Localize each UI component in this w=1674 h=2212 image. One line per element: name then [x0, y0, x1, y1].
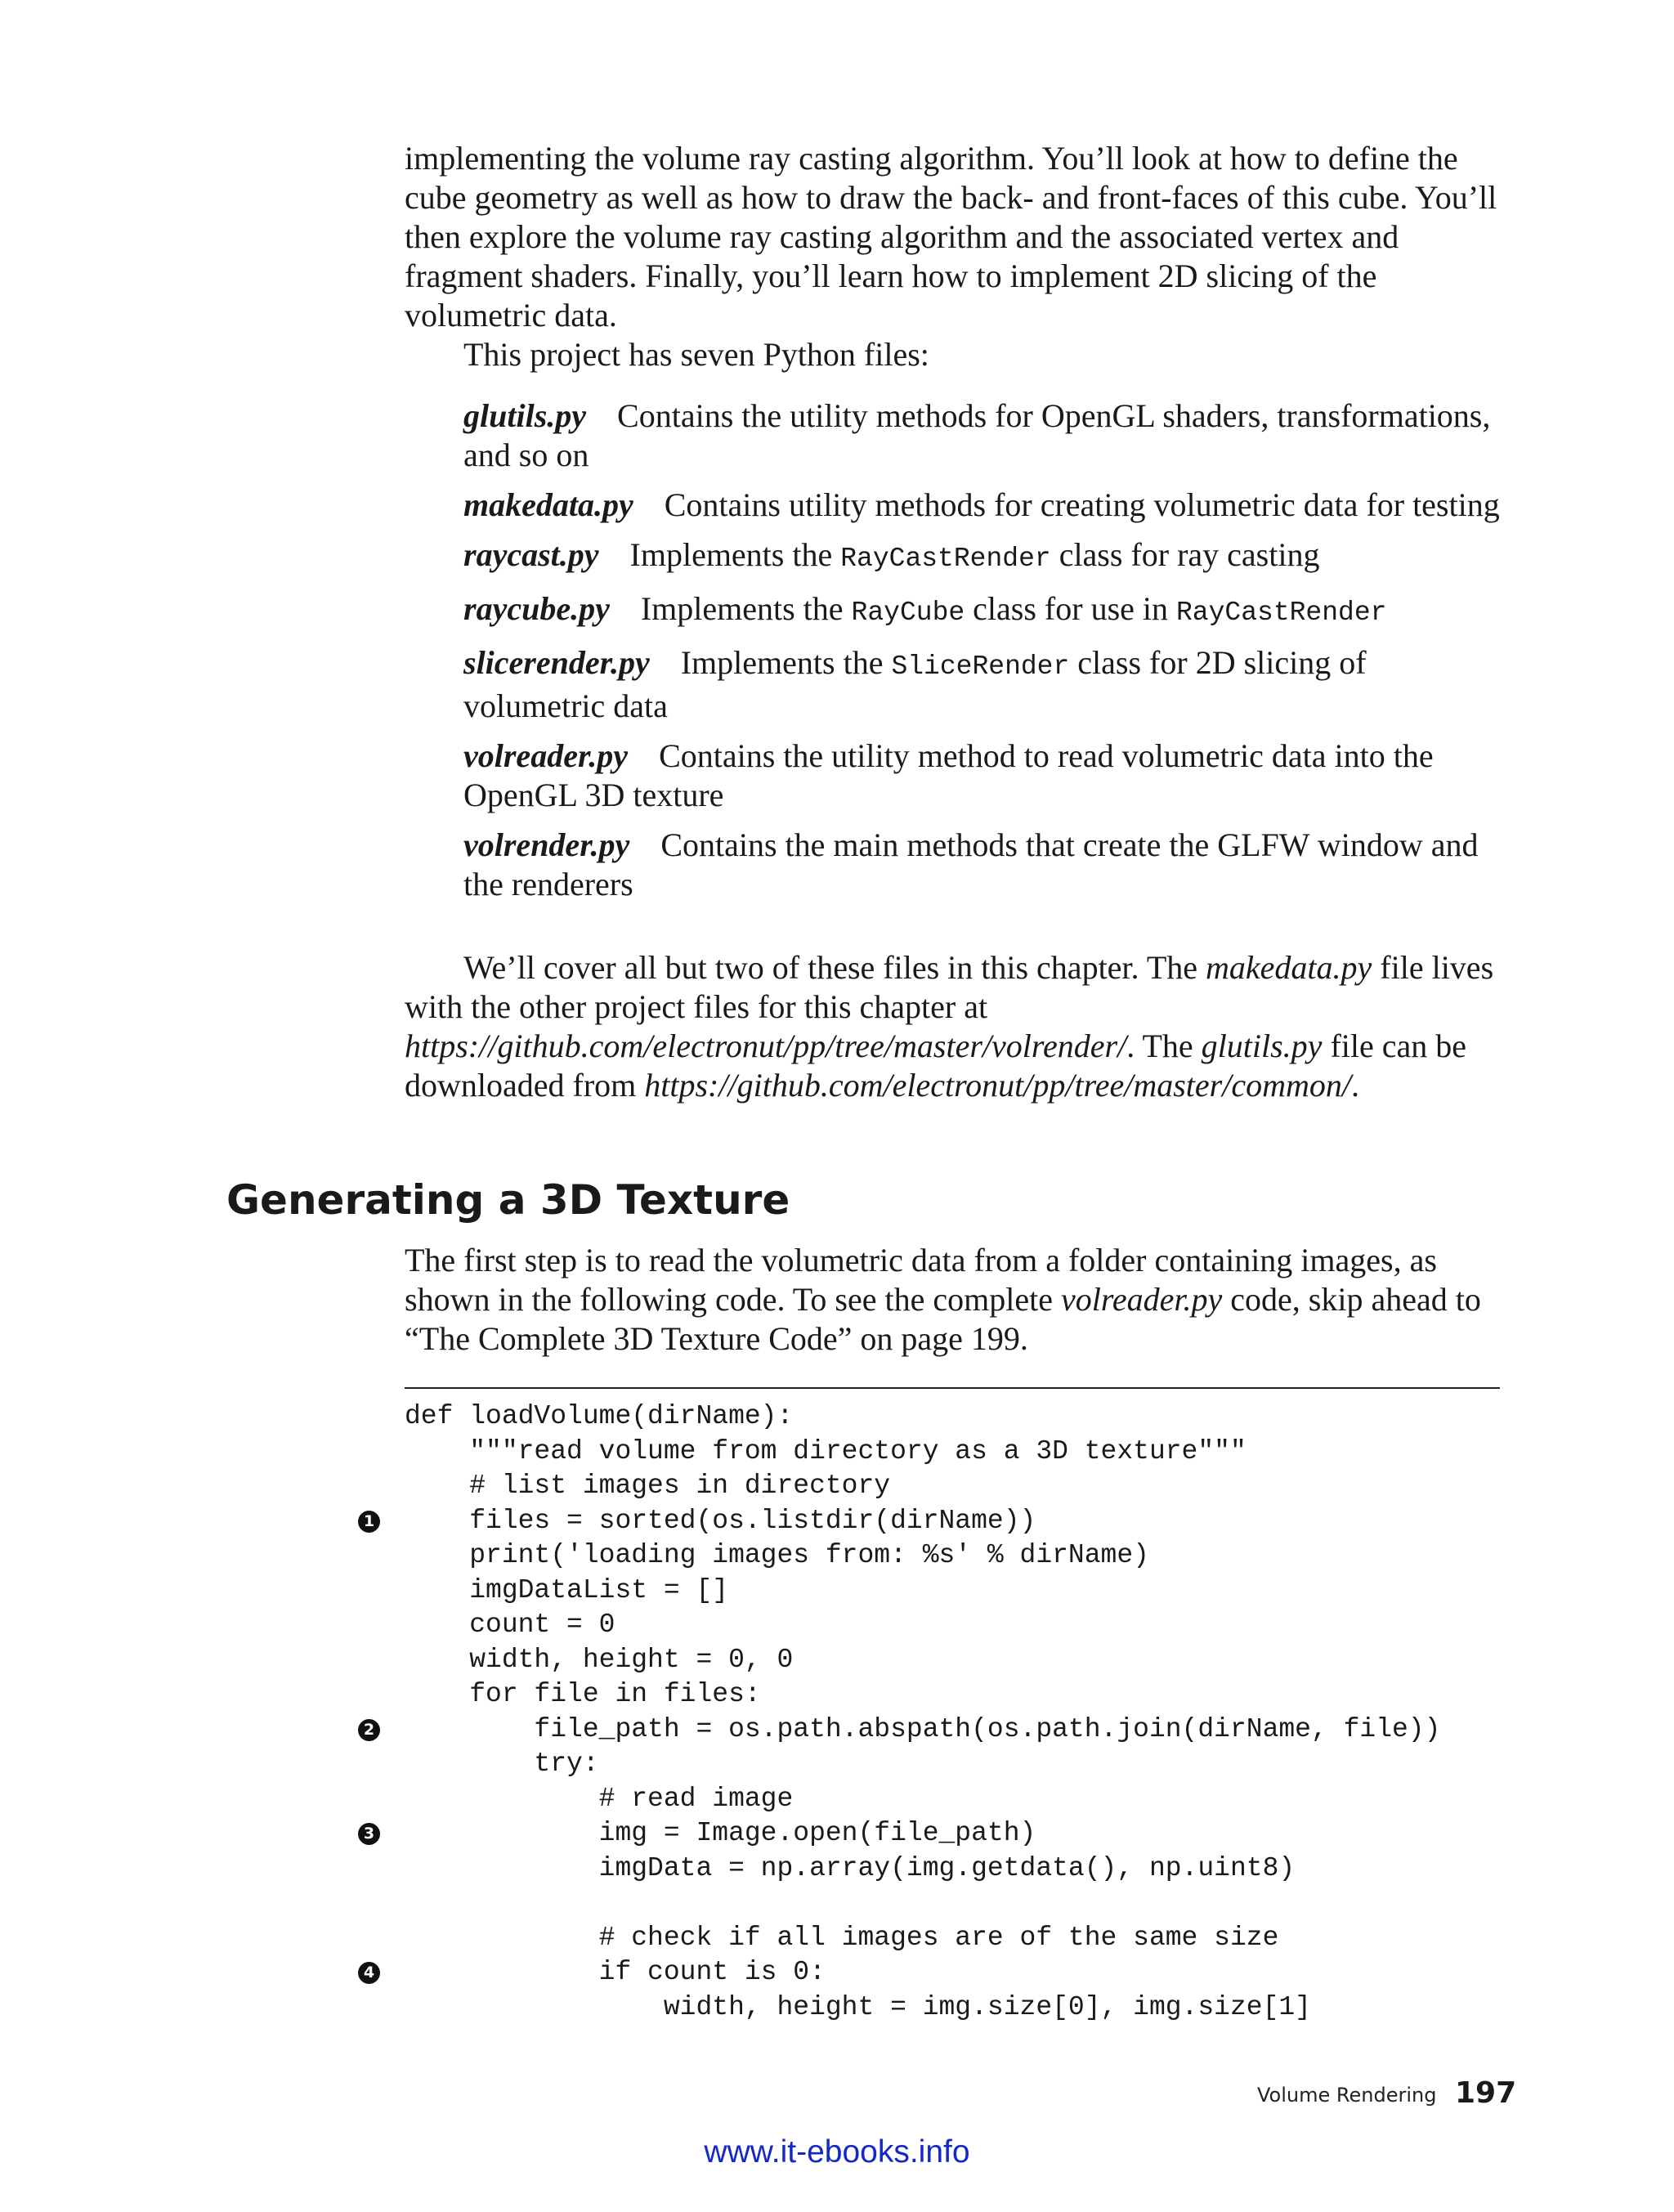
callout-marker: 2	[358, 1719, 380, 1741]
file-description: Implements the	[680, 644, 892, 681]
text-run: We’ll cover all but two of these files in this chapter. The	[463, 949, 1206, 986]
text-run: code, skip ahead to “The Complete 3D Texture Code” on page 199.	[405, 1281, 1481, 1357]
coverage-section	[405, 948, 1500, 1105]
code-line	[405, 1747, 1549, 1782]
code-text: file_path = os.path.abspath(os.path.join(dirName, file))	[405, 1713, 1441, 1744]
file-name: glutils.py	[463, 397, 587, 434]
code-line	[405, 1852, 1549, 1887]
class-name-code: SliceRender	[891, 652, 1070, 682]
code-text: imgDataList = []	[405, 1574, 729, 1605]
file-description-cont: class for use in	[965, 590, 1176, 627]
common-link[interactable]: https://github.com/electronut/pp/tree/master/common/	[644, 1067, 1351, 1104]
page-number: 197	[1455, 2076, 1517, 2110]
code-text: files = sorted(os.listdir(dirName))	[405, 1505, 1036, 1536]
text-run: file can be downloaded from	[405, 1028, 1466, 1104]
file-item	[463, 643, 1510, 726]
file-item	[463, 535, 1510, 579]
file-item	[463, 486, 1510, 525]
coverage-paragraph	[405, 948, 1500, 1105]
code-line	[405, 1643, 1549, 1678]
intro-section	[405, 139, 1500, 374]
footer-chapter: Volume Rendering	[1257, 2084, 1437, 2107]
text-run: . The	[1126, 1028, 1202, 1064]
file-item	[463, 737, 1510, 815]
code-divider	[405, 1387, 1500, 1389]
text-run: The first step is to read the volumetric data from a folder containing images, as shown in the following code. To see the complete	[405, 1242, 1437, 1318]
code-text: if count is 0:	[405, 1957, 826, 1987]
section-paragraph	[405, 1241, 1500, 1359]
file-item	[463, 826, 1510, 904]
code-text: # check if all images are of the same size	[405, 1922, 1279, 1953]
code-line	[405, 1677, 1549, 1713]
file-description-cont: class for ray casting	[1050, 536, 1320, 573]
class-name-code: RayCastRender	[840, 544, 1051, 574]
code-line	[405, 1469, 1549, 1504]
file-description: Contains the utility method to read volumetric data into the OpenGL 3D texture	[463, 737, 1434, 813]
code-line	[405, 1990, 1549, 2026]
watermark-link[interactable]: www.it-ebooks.info	[704, 2134, 970, 2169]
code-line	[363, 1504, 1549, 1539]
section-heading: Generating a 3D Texture	[226, 1176, 790, 1224]
code-line	[363, 1955, 1549, 1990]
code-line	[405, 1921, 1549, 1956]
code-text: # list images in directory	[405, 1471, 891, 1501]
code-text: # read image	[405, 1783, 794, 1814]
file-item	[463, 589, 1510, 633]
file-description: Implements the	[629, 536, 841, 573]
code-text: img = Image.open(file_path)	[405, 1818, 1036, 1848]
text-run: file lives with the other project files for this chapter at	[405, 949, 1494, 1025]
code-text: width, height = img.size[0], img.size[1]	[405, 1991, 1311, 2022]
file-ref: volreader.py	[1060, 1281, 1223, 1318]
file-list	[463, 396, 1510, 915]
code-text: count = 0	[405, 1610, 615, 1640]
intro-paragraph: implementing the volume ray casting algorithm. You’ll look at how to define the cube geometry as well as how to draw the back- and front-faces of this cube. You’ll then explore the volume ray casting algorithm and the associated vertex and fragment shaders. Finally, you’ll learn how to implement 2D slicing of the volumetric data.	[405, 140, 1497, 334]
code-text: """read volume from directory as a 3D texture"""	[405, 1435, 1247, 1466]
code-line	[363, 1816, 1549, 1852]
text-run: .	[1350, 1067, 1359, 1104]
class-name-code: RayCastRender	[1176, 598, 1387, 628]
code-line	[363, 1713, 1549, 1748]
code-text: print('loading images from: %s' % dirName)	[405, 1540, 1149, 1570]
file-name: slicerender.py	[463, 644, 650, 681]
files-lead: This project has seven Python files:	[463, 336, 929, 373]
file-name: raycast.py	[463, 536, 599, 573]
class-name-code: RayCube	[851, 598, 965, 628]
code-line	[405, 1399, 1549, 1435]
file-name: raycube.py	[463, 590, 610, 627]
file-item	[463, 396, 1510, 475]
file-name: makedata.py	[463, 486, 633, 523]
code-line	[405, 1608, 1549, 1643]
code-line	[405, 1574, 1549, 1609]
file-description: Contains the utility methods for OpenGL shaders, transformations, and so on	[463, 397, 1491, 473]
file-ref: makedata.py	[1206, 949, 1372, 986]
repo-link[interactable]: https://github.com/electronut/pp/tree/master/volrender/	[405, 1028, 1127, 1064]
code-line	[405, 1538, 1549, 1574]
callout-marker: 1	[358, 1511, 380, 1533]
file-description-cont: class for 2D slicing of volumetric data	[463, 644, 1367, 724]
code-listing	[363, 1399, 1549, 2025]
section-intro	[405, 1241, 1500, 1359]
code-text: width, height = 0, 0	[405, 1644, 794, 1675]
file-description: Contains utility methods for creating volumetric data for testing	[664, 486, 1500, 523]
code-line	[405, 1886, 1549, 1921]
file-name: volrender.py	[463, 826, 630, 863]
code-line	[405, 1782, 1549, 1817]
code-text: imgData = np.array(img.getdata(), np.uint8)	[405, 1852, 1296, 1883]
code-text: for file in files:	[405, 1679, 761, 1709]
file-ref: glutils.py	[1201, 1028, 1323, 1064]
file-name: volreader.py	[463, 737, 629, 774]
callout-marker: 3	[358, 1823, 380, 1845]
code-text: def loadVolume(dirName):	[405, 1401, 794, 1431]
code-text: try:	[405, 1749, 599, 1779]
file-description: Contains the main methods that create the GLFW window and the renderers	[463, 826, 1479, 902]
code-line	[405, 1435, 1549, 1470]
callout-marker: 4	[358, 1962, 380, 1984]
file-description: Implements the	[640, 590, 852, 627]
